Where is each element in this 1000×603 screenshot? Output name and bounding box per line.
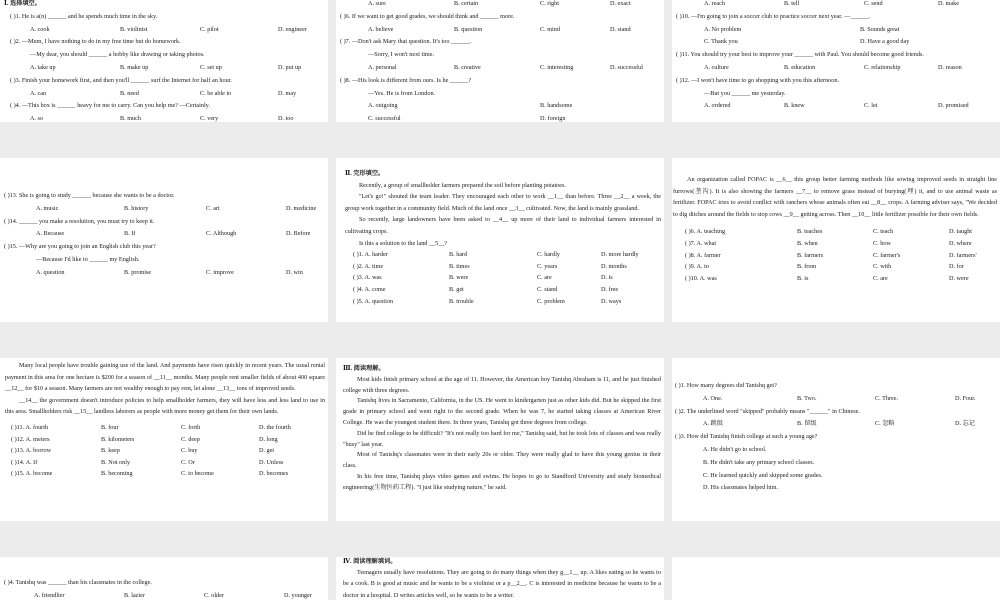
option[interactable]: A. 跳级 xyxy=(703,420,723,428)
option[interactable]: D. where xyxy=(949,239,972,247)
question-8-reply: —Yes. He is from London. xyxy=(368,89,436,97)
option[interactable]: B. history xyxy=(124,204,149,212)
option[interactable]: B. much xyxy=(120,115,141,123)
option[interactable]: C. stand xyxy=(537,285,558,293)
cloze-options-5 xyxy=(345,296,661,308)
option[interactable]: A. sure xyxy=(368,0,386,7)
cloze-options-2 xyxy=(345,261,661,273)
cloze-options-6 xyxy=(673,226,997,238)
page-panel-2 xyxy=(340,0,660,126)
question-2: ( )2. —Mum, I have nothing to do in my free time but do homework. xyxy=(10,38,181,46)
page-gap-1 xyxy=(0,122,1000,158)
option[interactable]: ( )6. A. teaching xyxy=(685,228,726,236)
reading-paragraph: Most kids finish primary school at the age of 11. However, the American boy Tanishq Abraham is 11, and he just finished college with three degrees. xyxy=(343,375,661,394)
option[interactable]: A. personal xyxy=(368,63,397,71)
option[interactable]: B. certain xyxy=(454,0,479,7)
option[interactable]: B. Sounds great xyxy=(860,25,900,33)
option[interactable]: D. make xyxy=(938,0,959,7)
option[interactable]: B. times xyxy=(449,262,470,270)
reading-paragraph: Teenagers usually have resolutions. They are going to do many things when they g__1__ up. A likes eating so he wants to be a cook. B is good at music and he wants to be a violinist or a p__2__. C is interested in medicine because he wants to be a doctor in a hospital. D writes articles well, so he wants to be a writer. xyxy=(343,569,661,599)
option[interactable]: B. violinist xyxy=(120,25,148,33)
question-3: ( )3. Finish your homework first, and then you'll ______ surf the Internet for half an hour. xyxy=(10,76,232,84)
page-panel-4 xyxy=(4,190,324,280)
option[interactable]: A. take up xyxy=(30,63,56,71)
cloze-options-10 xyxy=(673,273,997,285)
reading-paragraph: Tanishq lives in Sacramento, California, in the US. He went to kindergarten just as other kids did. But he skipped the first grade in primary school and went right to the second grade. When he was 7, he started taking classes at American River College. He was the youngest student there. In three years, Tanishq got three degrees from college. xyxy=(343,397,661,426)
question-4: ( )4. —This box is ______ heavy for me to carry. Can you help me? —Certainly. xyxy=(10,102,210,110)
option[interactable]: C. older xyxy=(204,591,224,599)
option[interactable]: C. right xyxy=(540,0,559,7)
option[interactable]: D. farmers' xyxy=(949,251,977,259)
option[interactable]: C. are xyxy=(873,274,888,282)
question-12: ( )12. —I won't have time to go shopping with you this afternoon. xyxy=(676,76,839,84)
option[interactable]: ( )14. A. If xyxy=(11,458,38,466)
option[interactable]: ( )15. A. become xyxy=(11,470,53,478)
option[interactable]: A. believe xyxy=(368,25,394,33)
option[interactable]: D. reason xyxy=(938,63,962,71)
option[interactable]: D. more hardly xyxy=(601,251,639,259)
option[interactable]: A. No problem xyxy=(704,25,742,33)
cloze-paragraph: "Let's go!" shouted the team leader. They encouraged each other to work __1__ than before. Three __2__ a week, the group work together in a community field. Much of the land once __3__ cultivated. Now, the land is mainly grassland. xyxy=(345,193,661,212)
page-panel-9 xyxy=(675,380,995,495)
option[interactable]: ( )1. A. harder xyxy=(353,251,388,259)
page-panel-10 xyxy=(4,577,324,603)
option[interactable]: C. hardly xyxy=(537,251,561,259)
page-panel-1 xyxy=(4,0,324,126)
option[interactable]: ( )5. A. question xyxy=(353,297,394,305)
option[interactable]: D. 忘记 xyxy=(955,420,975,428)
question-7: ( )7. —Don't ask Mary that question. It's too ______. xyxy=(340,38,472,46)
option[interactable]: C. Three. xyxy=(875,394,899,402)
cloze-options-3 xyxy=(345,272,661,284)
option[interactable]: ( )11. A. fourth xyxy=(11,423,49,431)
question-15-reply: —Because I'd like to ______ my English. xyxy=(36,255,140,263)
option[interactable]: D. may xyxy=(278,89,297,97)
option[interactable]: B. make up xyxy=(120,63,149,71)
option[interactable]: C. Or xyxy=(181,458,195,466)
reading-paragraph: In his free time, Tanishq plays video games and swims. He hopes to go to Standford University and study biomedical engineering(生物医药工程). "I just like studying nature," he said. xyxy=(343,472,661,491)
option[interactable]: D. for xyxy=(949,263,964,271)
option[interactable]: B. get xyxy=(449,285,464,293)
question-13: ( )13. She is going to study ______ because she wants to be a doctor. xyxy=(4,192,175,199)
option[interactable]: C. pilot xyxy=(200,25,219,33)
options-4 xyxy=(4,113,324,126)
option[interactable]: C. forth xyxy=(181,423,201,431)
option[interactable]: C. are xyxy=(537,274,552,282)
option[interactable]: ( )7. A. what xyxy=(685,239,717,247)
option[interactable]: C. teach xyxy=(873,228,894,236)
option[interactable]: B. trouble xyxy=(449,297,474,305)
option[interactable]: D. Have a good day xyxy=(860,38,910,46)
cloze-options-14 xyxy=(5,457,325,469)
cloze-options-12 xyxy=(5,434,325,446)
option[interactable]: C. relationship xyxy=(864,63,901,71)
option[interactable]: D. promised xyxy=(938,102,969,110)
cloze-paragraph: An organization called FOPAC is __6__ this group better farming methods like sowing improved seeds in straight line furrows(垄沟). It is also showing the farmers __7__ to remove grass instead of burying(埋) it, and to use animal waste as fertilizer. FOPAC tries to avoid conflict with ranchers whose animals often eat __8__ crops. A farming adviser says, "We decided to dig ditches around the fields to stop cows __9__ getting across. Then __10__ little fertilizer possible for their own fields. xyxy=(673,176,997,218)
section-heading: Ⅰ. 选择填空。 xyxy=(4,0,41,7)
option[interactable]: B. handsome xyxy=(540,102,573,110)
option[interactable]: A. ordered xyxy=(704,102,731,110)
reading-paragraph: Most of Tanishq's classmates were in their early 20s or older. They were really glad to have this young genius in their class. xyxy=(343,451,661,470)
option[interactable]: D. His classmates helped him. xyxy=(703,484,778,492)
option[interactable]: ( )13. A. borrow xyxy=(11,447,52,455)
section-heading: Ⅲ. 阅读理解。 xyxy=(343,365,385,372)
option[interactable]: C. improve xyxy=(206,268,234,276)
option[interactable]: D. Unless xyxy=(259,458,284,466)
option[interactable]: C. years xyxy=(537,262,558,270)
option[interactable]: A. question xyxy=(36,268,65,276)
option[interactable]: D. the fourth xyxy=(259,423,291,431)
option[interactable]: ( )9. A. to xyxy=(685,263,709,271)
option[interactable]: A. Because xyxy=(36,230,65,238)
option[interactable]: C. very xyxy=(200,115,219,123)
question-7-reply: —Sorry, I won't next time. xyxy=(368,51,435,59)
option[interactable]: C. mind xyxy=(540,25,560,33)
cloze-options-1 xyxy=(345,249,661,261)
options-5 xyxy=(340,0,660,11)
option[interactable]: B. when xyxy=(797,239,818,247)
options-8-row2 xyxy=(340,113,660,126)
page-panel-7 xyxy=(5,360,325,480)
question-15: ( )15. —Why are you going to join an English club this year? xyxy=(4,243,156,251)
reading-paragraph: Did he find college to be difficult? "It's not really too hard for me," Tanishq said, but he took lots of classes and was really "busy" last year. xyxy=(343,429,661,448)
option[interactable]: A. He didn't go to school. xyxy=(703,445,767,453)
option[interactable]: D. win xyxy=(286,268,303,276)
question-6: ( )6. If we want to get good grades, we should think and ______ more. xyxy=(340,12,515,20)
cloze-paragraph: So recently, large landowners have been asked to __4__ up more of their land to individual farmers interested in cultivating crops. xyxy=(345,216,661,235)
page-panel-6 xyxy=(673,174,997,284)
option[interactable]: ( )8. A. farmer xyxy=(685,251,721,259)
options-2 xyxy=(4,62,324,75)
question-14: ( )14. ______ you make a resolution, you must try to keep it. xyxy=(4,217,155,225)
cloze-options-4 xyxy=(345,284,661,296)
option[interactable]: B. Not only xyxy=(101,458,131,466)
question-12-reply: —But you ______ me yesterday. xyxy=(704,89,786,97)
options-15 xyxy=(4,267,324,280)
option[interactable]: B. farmers xyxy=(797,251,824,259)
cloze-paragraph: __14__ the government doesn't introduce policies to help smallholder farmers, they will have less and less land to use in this area. Smallholders risk __15__ landless laborers as people with more money get them for their own lands. xyxy=(5,396,325,416)
options-6 xyxy=(340,24,660,37)
option[interactable]: D. engineer xyxy=(278,25,307,33)
section-heading: Ⅱ. 完形填空。 xyxy=(345,170,385,177)
option[interactable]: B. is xyxy=(797,274,809,282)
option[interactable]: C. let xyxy=(864,102,878,110)
option[interactable]: D. is xyxy=(601,274,613,282)
option[interactable]: B. 留级 xyxy=(797,420,817,428)
option[interactable]: C. set up xyxy=(200,63,222,71)
page-panel-11 xyxy=(343,556,661,601)
option[interactable]: D. successful xyxy=(610,63,643,71)
option[interactable]: A. friendlier xyxy=(34,591,65,599)
reading-options-2 xyxy=(675,418,995,431)
option[interactable]: C. problem xyxy=(537,297,565,305)
option[interactable]: B. Two. xyxy=(797,394,817,402)
option[interactable]: B. from xyxy=(797,263,817,271)
options-12 xyxy=(676,100,996,113)
option[interactable]: D. were xyxy=(949,274,969,282)
cloze-paragraph: Many local people have trouble gaining use of the land. And payments have risen quickly in recent years. The usual rental payment in this area for one hectare is $200 for a season of __11__ months. Many people rent smaller fields of about 400 square __12__ for $10 a season. Many farmers are not wealthy enough to pay rent, let alone __13__ tons of improved seeds. xyxy=(5,362,325,393)
options-14 xyxy=(4,228,324,241)
option[interactable]: C. with xyxy=(873,263,892,271)
option[interactable]: B. If xyxy=(124,230,136,238)
reading-question-2: ( )2. The underlined word "skipped" probably means "______" in Chinese. xyxy=(675,407,860,415)
cloze-paragraph: Is this a solution to the land __5__? xyxy=(359,239,448,247)
option[interactable]: C. how xyxy=(873,239,891,247)
option[interactable]: C. to become xyxy=(181,470,214,478)
reading-question-3: ( )3. How did Tanishq finish college at such a young age? xyxy=(675,433,818,441)
option[interactable]: A. so xyxy=(30,115,44,123)
option[interactable]: A. cook xyxy=(30,25,50,33)
reading-options-1 xyxy=(675,393,995,406)
option[interactable]: B. kilometers xyxy=(101,435,135,443)
option[interactable]: C. be able to xyxy=(200,89,232,97)
options-10-row1 xyxy=(676,24,996,37)
col-gap-2 xyxy=(664,0,672,600)
option[interactable]: B. lazier xyxy=(124,591,145,599)
options-8-row1 xyxy=(340,100,660,113)
options-3 xyxy=(4,88,324,101)
option[interactable]: C. successful xyxy=(368,115,401,123)
option[interactable]: C. interesting xyxy=(540,63,574,71)
options-13 xyxy=(4,203,324,216)
option[interactable]: ( )12. A. meters xyxy=(11,435,50,443)
option[interactable]: B. were xyxy=(449,274,469,282)
option[interactable]: B. creative xyxy=(454,63,481,71)
option[interactable]: ( )4. A. come xyxy=(353,285,386,293)
option[interactable]: B. knew xyxy=(784,102,805,110)
cloze-options-13 xyxy=(5,445,325,457)
option[interactable]: D. Before xyxy=(286,230,311,238)
option[interactable]: B. teaches xyxy=(797,228,823,236)
option[interactable]: C. He learned quickly and skipped some grades. xyxy=(703,471,823,479)
option[interactable]: D. taught xyxy=(949,228,973,236)
option[interactable]: C. buy xyxy=(181,447,198,455)
options-11 xyxy=(676,62,996,75)
option[interactable]: A. reach xyxy=(704,0,725,7)
page-panel-8 xyxy=(343,364,661,494)
option[interactable]: B. keep xyxy=(101,447,120,455)
option[interactable]: A. music xyxy=(36,204,59,212)
option[interactable]: A. outgoing xyxy=(368,102,398,110)
option[interactable]: C. Although xyxy=(206,230,237,238)
option[interactable]: B. becoming xyxy=(101,470,133,478)
options-9 xyxy=(676,0,996,11)
reading-question-4: ( )4. Tanishq was ______ than his classmates in the college. xyxy=(4,579,152,586)
question-8: ( )8. —His look is different from ours. Is he ______? xyxy=(340,76,472,84)
option[interactable]: B. He didn't take any primary school classes. xyxy=(703,458,815,466)
option[interactable]: D. ways xyxy=(601,297,622,305)
cloze-options-9 xyxy=(673,261,997,273)
option[interactable]: D. put up xyxy=(278,63,302,71)
option[interactable]: A. can xyxy=(30,89,47,97)
option[interactable]: B. four xyxy=(101,423,119,431)
option[interactable]: C. Thank you xyxy=(704,38,738,46)
option[interactable]: D. long xyxy=(259,435,278,443)
option[interactable]: A. culture xyxy=(704,63,729,71)
option[interactable]: B. hard xyxy=(449,251,468,259)
option[interactable]: D. medicine xyxy=(286,204,317,212)
option[interactable]: C. deep xyxy=(181,435,200,443)
option[interactable]: C. send xyxy=(864,0,883,7)
cloze-options-8 xyxy=(673,250,997,262)
cloze-options-15 xyxy=(5,468,325,480)
question-10: ( )10. —I'm going to join a soccer club to practice soccer next year. —______. xyxy=(676,12,871,20)
option[interactable]: D. stand xyxy=(610,25,631,33)
option[interactable]: D. exact xyxy=(610,0,631,7)
section-heading: Ⅳ. 阅读理解填词。 xyxy=(343,558,397,565)
option[interactable]: D. free xyxy=(601,285,619,293)
option[interactable]: C. 忽略 xyxy=(875,420,895,428)
page-panel-3 xyxy=(676,0,996,113)
reading-question-1: ( )1. How many degrees did Tanishq get? xyxy=(675,382,777,389)
option[interactable]: B. promise xyxy=(124,268,152,276)
option[interactable]: C. art xyxy=(206,204,220,212)
page-panel-5 xyxy=(345,168,661,307)
option[interactable]: D. younger xyxy=(284,591,312,599)
option[interactable]: B. tell xyxy=(784,0,800,7)
page-gap-2 xyxy=(0,322,1000,358)
question-11: ( )11. You should try your best to improve your ______ with Paul. You should become good friends. xyxy=(676,51,924,59)
cloze-paragraph: Recently, a group of smallholder farmers prepared the soil before planting potatoes. xyxy=(359,181,566,189)
option[interactable]: B. need xyxy=(120,89,139,97)
options-10-row2 xyxy=(676,36,996,49)
option[interactable]: ( )10. A. was xyxy=(685,274,717,282)
option[interactable]: D. months xyxy=(601,262,627,270)
option[interactable]: D. foreign xyxy=(540,115,566,123)
cloze-options-7 xyxy=(673,238,997,250)
option[interactable]: C. farmer's xyxy=(873,251,901,259)
option[interactable]: B. question xyxy=(454,25,483,33)
question-1: ( )1. He is a(n) ______ and he spends much time in the sky. xyxy=(10,12,158,20)
option[interactable]: A. One. xyxy=(703,394,723,402)
options-7 xyxy=(340,62,660,75)
col-gap-1 xyxy=(328,0,336,600)
option[interactable]: D. too xyxy=(278,115,294,123)
option[interactable]: D. Four. xyxy=(955,394,976,402)
options-1 xyxy=(4,24,324,37)
option[interactable]: D. becomes xyxy=(259,470,289,478)
question-2-reply: —My dear, you should ______ a hobby like drawing or taking photos. xyxy=(30,51,205,59)
option[interactable]: D. get xyxy=(259,447,275,455)
cloze-options-11 xyxy=(5,422,325,434)
option[interactable]: ( )3. A. was xyxy=(353,274,382,282)
reading-options-4 xyxy=(4,590,324,603)
option[interactable]: B. education xyxy=(784,63,816,71)
option[interactable]: ( )2. A. time xyxy=(353,262,384,270)
page-gap-3 xyxy=(0,521,1000,557)
